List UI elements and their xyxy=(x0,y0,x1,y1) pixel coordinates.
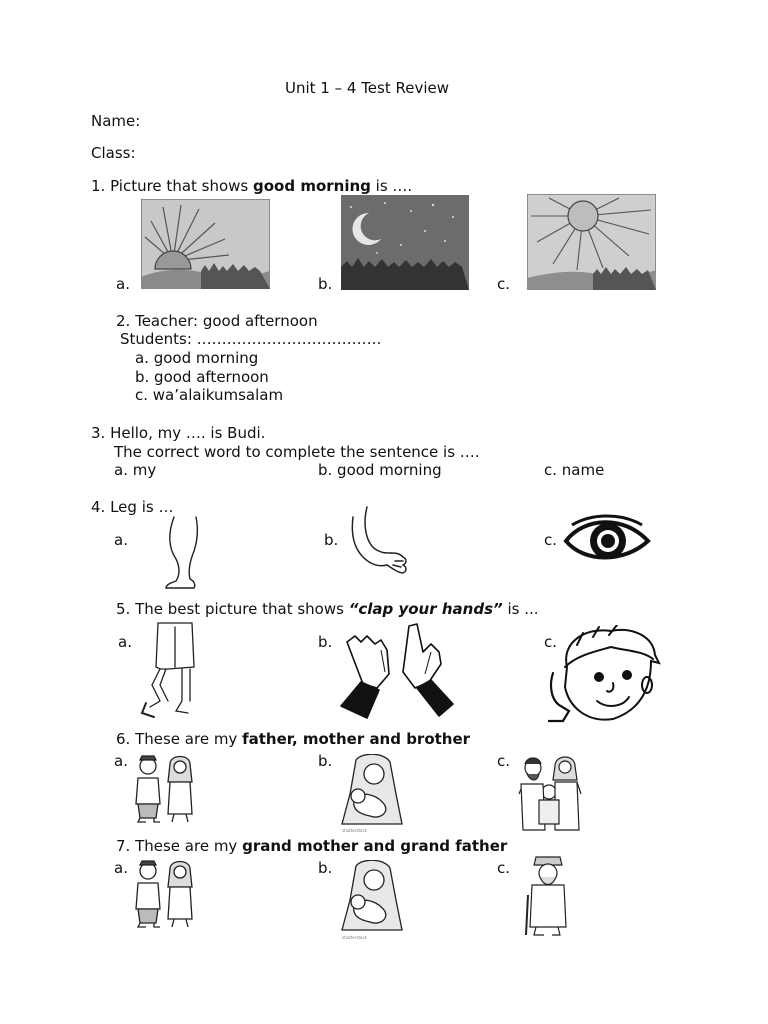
question-2-students: Students: ………………………………. xyxy=(120,330,382,348)
q6-prefix: 6. These are my xyxy=(116,730,243,748)
q5-option-b[interactable]: b. xyxy=(318,633,333,651)
clapping-hands-icon[interactable] xyxy=(337,622,457,722)
q1-option-c[interactable]: c. xyxy=(497,275,511,293)
q1-emphasis: good morning xyxy=(253,177,371,195)
svg-text:shutterstock: shutterstock xyxy=(342,935,368,940)
question-7 xyxy=(116,837,507,855)
moon-night-picture[interactable] xyxy=(341,195,469,290)
question-3: 3. Hello, my …. is Budi. xyxy=(91,424,266,442)
q7-emphasis: grand mother and grand father xyxy=(242,837,508,855)
q3-option-c[interactable]: c. name xyxy=(544,461,605,479)
mother-baby-icon[interactable] xyxy=(336,754,408,834)
page-title: Unit 1 – 4 Test Review xyxy=(285,79,450,97)
sunrise-picture[interactable] xyxy=(141,199,270,289)
q2-option-a[interactable]: a. good morning xyxy=(135,349,259,367)
leg-icon[interactable] xyxy=(160,515,212,591)
q5-option-a[interactable]: a. xyxy=(118,633,132,651)
q5-prefix: 5. The best picture that shows xyxy=(116,600,349,618)
grandfather-icon[interactable] xyxy=(520,855,576,939)
mother-baby-icon-2[interactable] xyxy=(336,860,408,942)
question-1 xyxy=(91,177,412,195)
q6-option-c[interactable]: c. xyxy=(497,752,511,770)
q4-option-a[interactable]: a. xyxy=(114,531,128,549)
eye-icon[interactable] xyxy=(562,511,652,569)
q1-option-b[interactable]: b. xyxy=(318,275,333,293)
q7-option-b[interactable]: b. xyxy=(318,859,333,877)
q4-option-b[interactable]: b. xyxy=(324,531,339,549)
question-5 xyxy=(116,600,539,618)
q1-option-a[interactable]: a. xyxy=(116,275,130,293)
name-label: Name: xyxy=(91,112,141,130)
q6-emphasis: father, mother and brother xyxy=(242,730,471,748)
q1-suffix: is …. xyxy=(370,177,413,195)
q7-prefix: 7. These are my xyxy=(116,837,243,855)
family-group-icon[interactable] xyxy=(515,754,587,838)
q3-option-b[interactable]: b. good morning xyxy=(318,461,442,479)
q2-option-c[interactable]: c. wa’alaikumsalam xyxy=(135,386,284,404)
two-children-icon-2[interactable] xyxy=(130,857,200,929)
q5-suffix: is ... xyxy=(502,600,539,618)
q2-option-b[interactable]: b. good afternoon xyxy=(135,368,269,386)
svg-text:shutterstock: shutterstock xyxy=(342,828,368,833)
question-4: 4. Leg is … xyxy=(91,498,174,516)
q6-option-b[interactable]: b. xyxy=(318,752,333,770)
q3-option-a[interactable]: a. my xyxy=(114,461,157,479)
question-2-teacher: 2. Teacher: good afternoon xyxy=(116,312,318,330)
marching-legs-icon[interactable] xyxy=(138,621,198,721)
q1-prefix: 1. Picture that shows xyxy=(91,177,254,195)
q7-option-a[interactable]: a. xyxy=(114,859,128,877)
two-children-icon[interactable] xyxy=(130,752,200,824)
q4-option-c[interactable]: c. xyxy=(544,531,558,549)
boy-face-icon[interactable] xyxy=(547,625,668,725)
q5-emphasis: “clap your hands” xyxy=(348,600,503,618)
q7-option-c[interactable]: c. xyxy=(497,859,511,877)
arm-icon[interactable] xyxy=(349,503,409,581)
question-6 xyxy=(116,730,470,748)
sun-picture[interactable] xyxy=(527,194,656,290)
question-3-instruction: The correct word to complete the sentence is …. xyxy=(114,443,480,461)
q5-option-c[interactable]: c. xyxy=(544,633,558,651)
q6-option-a[interactable]: a. xyxy=(114,752,128,770)
class-label: Class: xyxy=(91,144,136,162)
